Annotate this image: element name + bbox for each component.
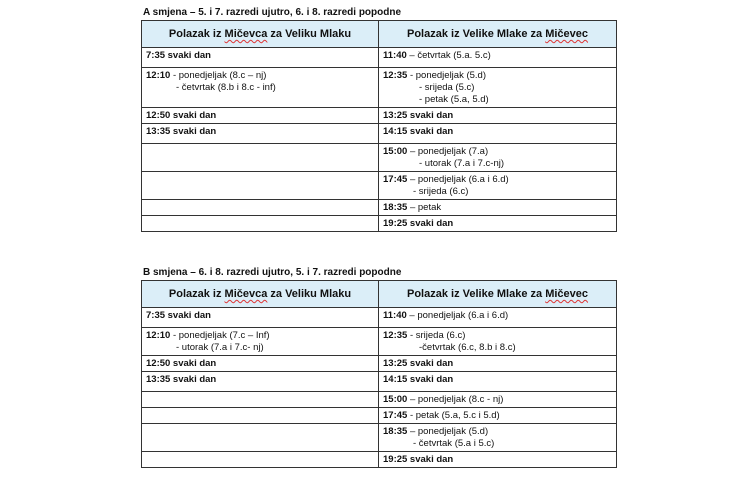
return-cell: 18:35 – ponedjeljak (5.d) - četvrtak (5.a i 5.c) xyxy=(379,424,617,452)
shift-b-header-right: Polazak iz Velike Mlake za Mičevec xyxy=(379,281,617,308)
return-cell: 13:25 svaki dan xyxy=(379,108,617,124)
spellcheck-word: Mičevec xyxy=(545,28,588,40)
shift-b-table xyxy=(141,280,617,468)
departure-cell: 12:50 svaki dan xyxy=(142,108,379,124)
return-cell: 13:25 svaki dan xyxy=(379,356,617,372)
departure-cell: 13:35 svaki dan xyxy=(142,372,379,392)
departure-cell xyxy=(142,216,379,232)
table-row xyxy=(142,216,617,232)
return-cell: 18:35 – petak xyxy=(379,200,617,216)
table-row xyxy=(142,328,617,356)
table-row xyxy=(142,200,617,216)
shift-a-header-left: Polazak iz Mičevca za Veliku Mlaku xyxy=(142,21,379,48)
table-row xyxy=(142,424,617,452)
table-row xyxy=(142,452,617,468)
shift-b-section xyxy=(141,266,616,468)
spellcheck-word: Mičevca xyxy=(224,28,268,40)
spellcheck-word: Mičevca xyxy=(224,288,268,300)
shift-b-header-left: Polazak iz Mičevca za Veliku Mlaku xyxy=(142,281,379,308)
return-cell: 14:15 svaki dan xyxy=(379,372,617,392)
shift-b-title: B smjena – 6. i 8. razredi ujutro, 5. i 7. razredi popodne xyxy=(143,267,402,278)
departure-cell: 13:35 svaki dan xyxy=(142,124,379,144)
departure-cell xyxy=(142,424,379,452)
return-cell: 12:35 - srijeda (6.c) -četvrtak (6.c, 8.b i 8.c) xyxy=(379,328,617,356)
departure-cell: 7:35 svaki dan xyxy=(142,48,379,68)
table-row xyxy=(142,48,617,68)
shift-a-header-row xyxy=(142,21,617,48)
table-row xyxy=(142,108,617,124)
return-cell: 15:00 – ponedjeljak (7.a) - utorak (7.a i 7.c-nj) xyxy=(379,144,617,172)
table-row xyxy=(142,68,617,108)
return-cell: 19:25 svaki dan xyxy=(379,452,617,468)
return-cell: 11:40 – ponedjeljak (6.a i 6.d) xyxy=(379,308,617,328)
departure-cell xyxy=(142,452,379,468)
spellcheck-word: Mičevec xyxy=(545,288,588,300)
table-row xyxy=(142,172,617,200)
table-row xyxy=(142,144,617,172)
departure-cell: 12:50 svaki dan xyxy=(142,356,379,372)
table-row xyxy=(142,124,617,144)
shift-a-header-right: Polazak iz Velike Mlake za Mičevec xyxy=(379,21,617,48)
table-row xyxy=(142,392,617,408)
departure-cell: 12:10 - ponedjeljak (8.c – nj) - četvrtak (8.b i 8.c - inf) xyxy=(142,68,379,108)
table-row xyxy=(142,356,617,372)
shift-b-header-row xyxy=(142,281,617,308)
departure-cell xyxy=(142,172,379,200)
departure-cell xyxy=(142,144,379,172)
return-cell: 11:40 – četvrtak (5.a. 5.c) xyxy=(379,48,617,68)
departure-cell xyxy=(142,408,379,424)
table-row xyxy=(142,308,617,328)
return-cell: 17:45 – ponedjeljak (6.a i 6.d) - srijeda (6.c) xyxy=(379,172,617,200)
departure-cell: 7:35 svaki dan xyxy=(142,308,379,328)
return-cell: 17:45 - petak (5.a, 5.c i 5.d) xyxy=(379,408,617,424)
return-cell: 14:15 svaki dan xyxy=(379,124,617,144)
departure-cell: 12:10 - ponedjeljak (7.c – Inf) - utorak (7.a i 7.c- nj) xyxy=(142,328,379,356)
departure-cell xyxy=(142,392,379,408)
return-cell: 15:00 – ponedjeljak (8.c - nj) xyxy=(379,392,617,408)
shift-a-section xyxy=(141,6,616,232)
return-cell: 12:35 - ponedjeljak (5.d) - srijeda (5.c) - petak (5.a, 5.d) xyxy=(379,68,617,108)
return-cell: 19:25 svaki dan xyxy=(379,216,617,232)
table-row xyxy=(142,372,617,392)
table-row xyxy=(142,408,617,424)
shift-a-title: A smjena – 5. i 7. razredi ujutro, 6. i 8. razredi popodne xyxy=(143,7,402,18)
shift-a-table xyxy=(141,20,617,232)
departure-cell xyxy=(142,200,379,216)
